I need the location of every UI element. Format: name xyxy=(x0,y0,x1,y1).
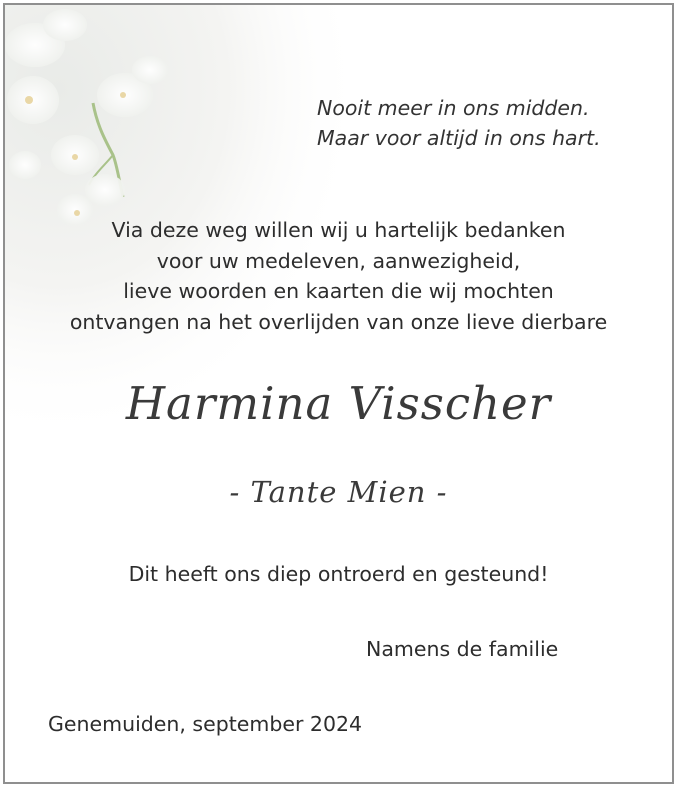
verse-line-2: Maar voor altijd in ons hart. xyxy=(317,126,601,150)
verse-line-1: Nooit meer in ons midden. xyxy=(317,96,590,120)
memorial-verse xyxy=(317,93,601,153)
thanks-line: Via deze weg willen wij u hartelijk bedanken xyxy=(111,218,566,242)
moved-message: Dit heeft ons diep ontroerd en gesteund! xyxy=(128,562,549,586)
thanks-line: ontvangen na het overlijden van onze lieve dierbare xyxy=(69,309,608,334)
thank-you-text xyxy=(5,215,672,337)
signature: Namens de familie xyxy=(366,637,559,661)
thanks-line: voor uw medeleven, aanwezigheid, xyxy=(156,248,521,273)
announcement-card xyxy=(3,3,674,784)
thanks-line: lieve woorden en kaarten die wij mochten xyxy=(123,279,554,303)
place-and-date: Genemuiden, september 2024 xyxy=(48,712,363,736)
deceased-name: Harmina Visscher xyxy=(125,377,552,430)
deceased-nickname: - Tante Mien - xyxy=(229,475,448,509)
